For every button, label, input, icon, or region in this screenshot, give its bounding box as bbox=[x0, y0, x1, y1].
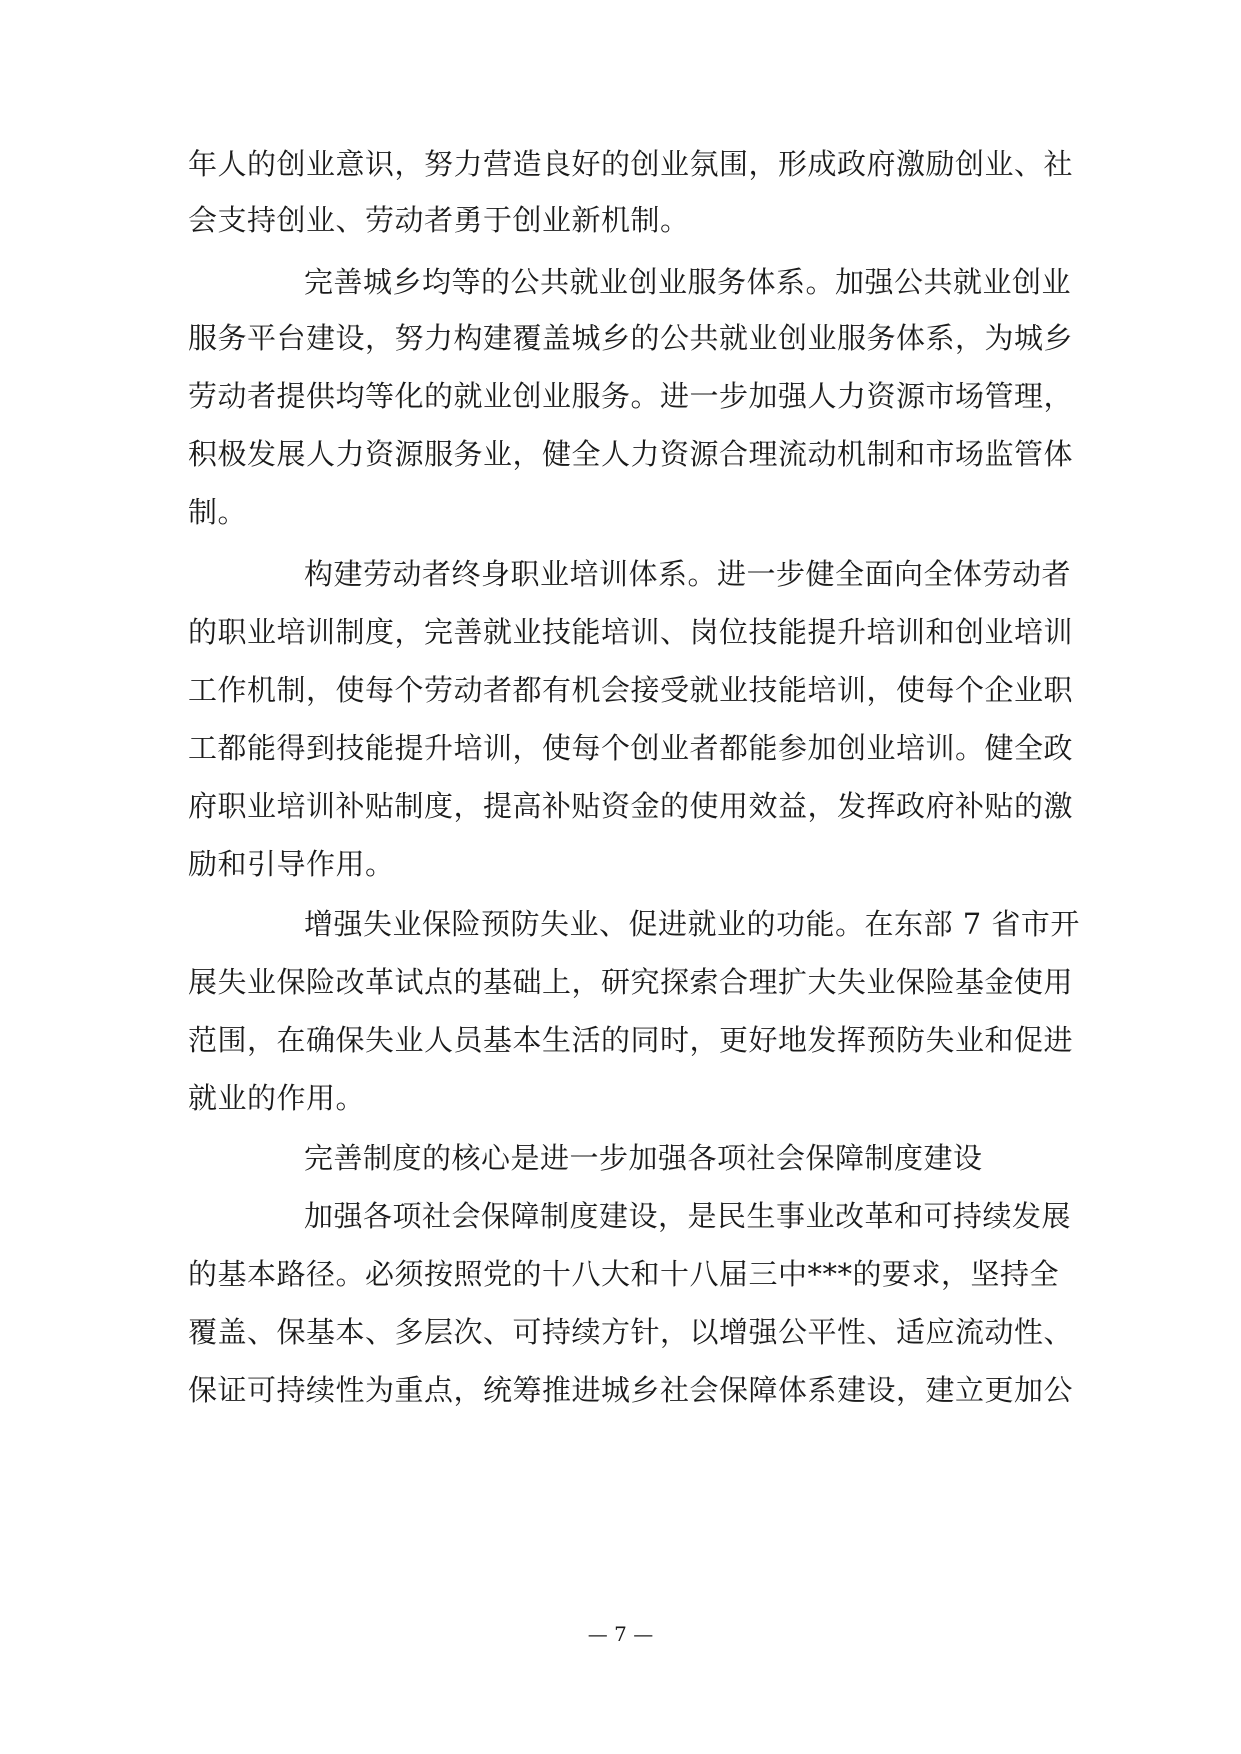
text-line: 工作机制，使每个劳动者都有机会接受就业技能培训，使每个企业职 bbox=[188, 673, 1074, 707]
text-line: 积极发展人力资源服务业，健全人力资源合理流动机制和市场监管体 bbox=[188, 437, 1074, 471]
text-line: 年人的创业意识，努力营造良好的创业氛围，形成政府激励创业、社 bbox=[188, 147, 1074, 181]
text-line: 制。 bbox=[188, 495, 248, 529]
text-line: 保证可持续性为重点，统筹推进城乡社会保障体系建设，建立更加公 bbox=[188, 1373, 1074, 1407]
text-line: 的基本路径。必须按照党的十八大和十八届三中***的要求，坚持全 bbox=[188, 1257, 1060, 1291]
text-line: 劳动者提供均等化的就业创业服务。进一步加强人力资源市场管理， bbox=[188, 379, 1074, 413]
page-number: — 7 — bbox=[587, 1622, 654, 1646]
section-heading: 完善制度的核心是进一步加强各项社会保障制度建设 bbox=[304, 1141, 983, 1175]
text-line: 服务平台建设，努力构建覆盖城乡的公共就业创业服务体系，为城乡 bbox=[188, 321, 1074, 355]
text-line: 增强失业保险预防失业、促进就业的功能。在东部 7 省市开 bbox=[304, 907, 1080, 941]
text-line: 就业的作用。 bbox=[188, 1081, 366, 1115]
text-line: 覆盖、保基本、多层次、可持续方针，以增强公平性、适应流动性、 bbox=[188, 1315, 1074, 1349]
text-line: 府职业培训补贴制度，提高补贴资金的使用效益，发挥政府补贴的激 bbox=[188, 789, 1074, 823]
text-line: 构建劳动者终身职业培训体系。进一步健全面向全体劳动者 bbox=[304, 557, 1072, 591]
text-line: 的职业培训制度，完善就业技能培训、岗位技能提升培训和创业培训 bbox=[188, 615, 1074, 649]
text-line: 完善城乡均等的公共就业创业服务体系。加强公共就业创业 bbox=[304, 265, 1072, 299]
text-line: 会支持创业、劳动者勇于创业新机制。 bbox=[188, 203, 690, 237]
text-line: 加强各项社会保障制度建设，是民生事业改革和可持续发展 bbox=[304, 1199, 1072, 1233]
text-line: 工都能得到技能提升培训，使每个创业者都能参加创业培训。健全政 bbox=[188, 731, 1074, 765]
text-line: 范围，在确保失业人员基本生活的同时，更好地发挥预防失业和促进 bbox=[188, 1023, 1074, 1057]
text-line: 励和引导作用。 bbox=[188, 847, 395, 881]
text-line: 展失业保险改革试点的基础上，研究探索合理扩大失业保险基金使用 bbox=[188, 965, 1074, 999]
